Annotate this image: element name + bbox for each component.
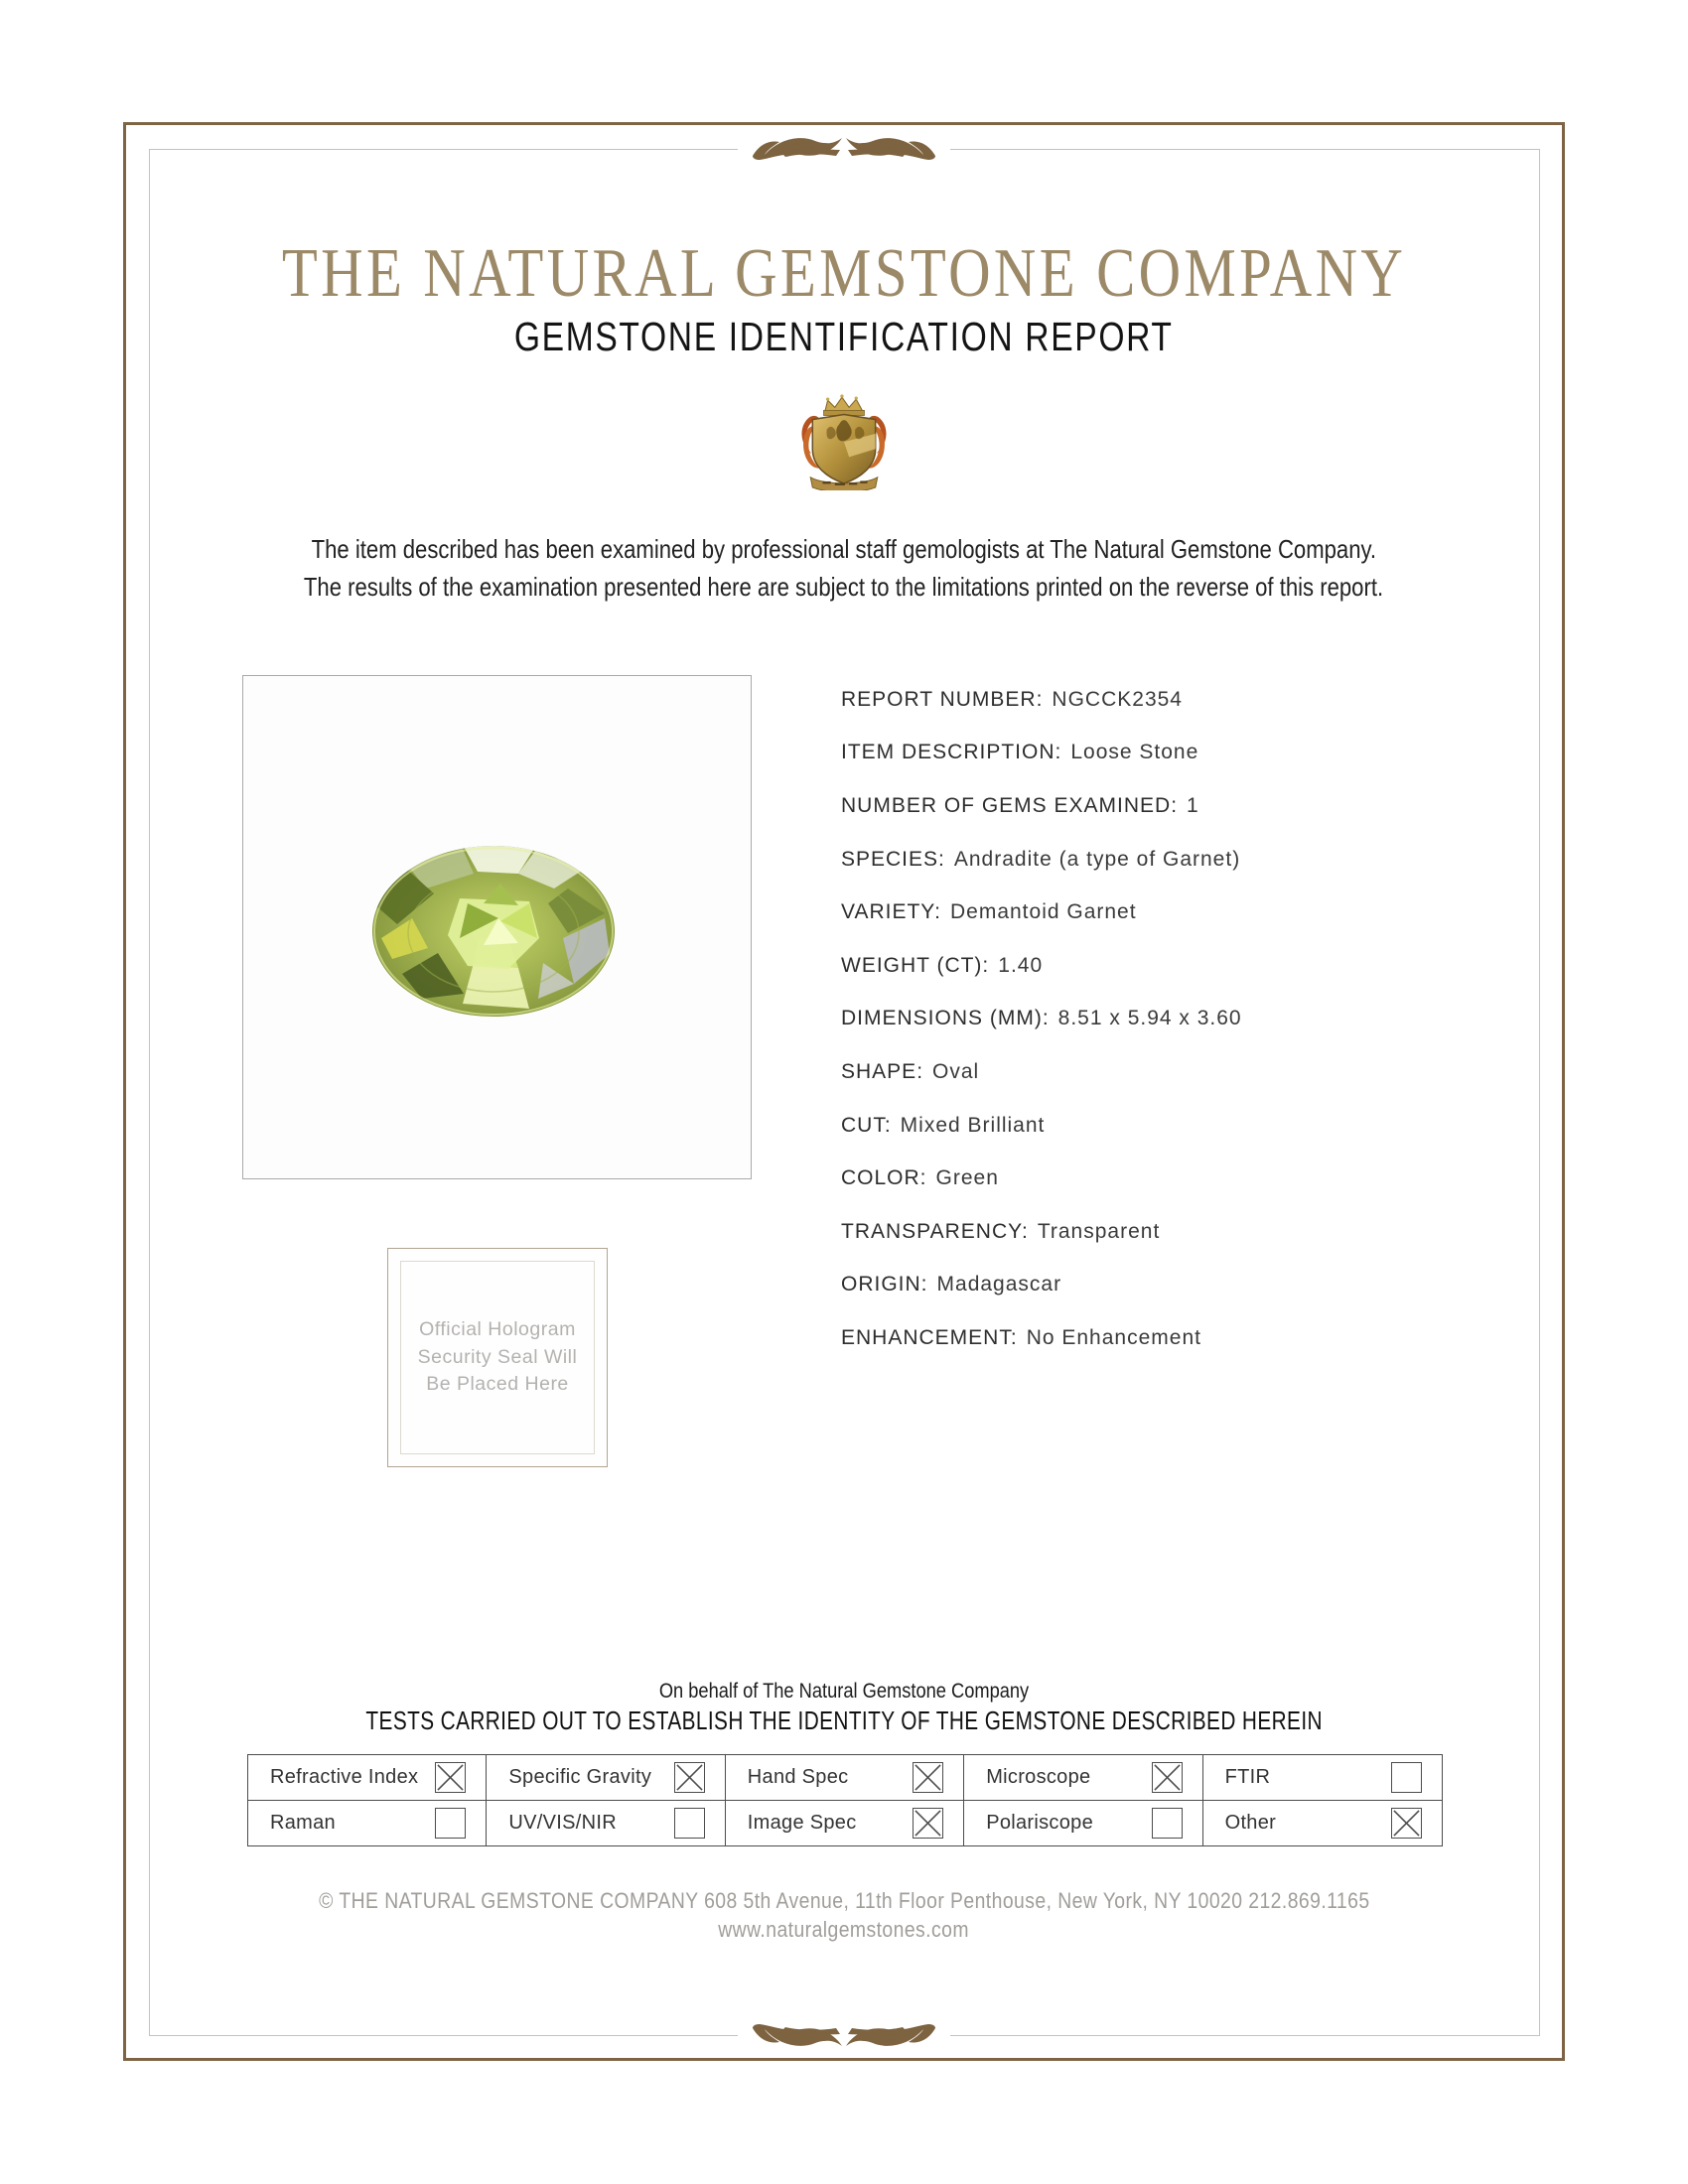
checkbox-ftir[interactable] bbox=[1391, 1762, 1422, 1793]
field-shape: SHAPE: Oval bbox=[841, 1059, 980, 1083]
checkbox-specific-gravity[interactable] bbox=[674, 1762, 705, 1793]
test-polariscope: Polariscope bbox=[964, 1801, 1202, 1846]
field-enhancement: ENHANCEMENT: No Enhancement bbox=[841, 1325, 1201, 1349]
bottom-flourish-ornament-icon bbox=[738, 2013, 950, 2057]
field-color: COLOR: Green bbox=[841, 1166, 999, 1190]
checkbox-hand-spec[interactable] bbox=[913, 1762, 943, 1793]
checkbox-other[interactable] bbox=[1391, 1808, 1422, 1839]
intro-paragraph: The item described has been examined by professional staff gemologists at The Natural Gemstone Company. The results of the examination presented here are subject to the limitations printed on the reverse of this report. bbox=[304, 534, 1384, 602]
test-specific-gravity: Specific Gravity bbox=[487, 1755, 725, 1801]
field-weight: WEIGHT (CT): 1.40 bbox=[841, 953, 1044, 977]
checkbox-polariscope[interactable] bbox=[1152, 1808, 1183, 1839]
checkbox-uv-vis-nir[interactable] bbox=[674, 1808, 705, 1839]
field-report-number: REPORT NUMBER: NGCCK2354 bbox=[841, 687, 1183, 711]
field-cut: CUT: Mixed Brilliant bbox=[841, 1113, 1046, 1137]
page-title bbox=[0, 234, 1688, 314]
test-microscope: Microscope bbox=[964, 1755, 1202, 1801]
test-ftir: FTIR bbox=[1203, 1755, 1442, 1801]
checkbox-microscope[interactable] bbox=[1152, 1762, 1183, 1793]
hologram-placeholder-text: Official Hologram Security Seal Will Be Placed Here bbox=[400, 1261, 595, 1454]
report-fields bbox=[841, 673, 1242, 1365]
test-raman: Raman bbox=[248, 1801, 487, 1846]
test-other: Other bbox=[1203, 1801, 1442, 1846]
field-species: SPECIES: Andradite (a type of Garnet) bbox=[841, 847, 1241, 871]
hologram-seal-placeholder bbox=[387, 1248, 608, 1467]
report-subtitle: GEMSTONE IDENTIFICATION REPORT bbox=[514, 314, 1174, 359]
top-flourish-ornament-icon bbox=[738, 127, 950, 171]
test-uv-vis-nir: UV/VIS/NIR bbox=[487, 1801, 725, 1846]
footer-website-link[interactable]: www.naturalgemstones.com bbox=[718, 1917, 970, 1942]
footer-address: © THE NATURAL GEMSTONE COMPANY 608 5th Avenue, 11th Floor Penthouse, New York, NY 10020 212.869.1165 bbox=[318, 1888, 1370, 1913]
field-item-description: ITEM DESCRIPTION: Loose Stone bbox=[841, 741, 1199, 764]
checkbox-refractive-index[interactable] bbox=[435, 1762, 466, 1793]
gemstone-image bbox=[368, 843, 619, 1020]
field-number-of-gems: NUMBER OF GEMS EXAMINED: 1 bbox=[841, 793, 1199, 817]
field-dimensions: DIMENSIONS (MM): 8.51 x 5.94 x 3.60 bbox=[841, 1007, 1242, 1030]
tests-heading: TESTS CARRIED OUT TO ESTABLISH THE IDENTITY OF THE GEMSTONE DESCRIBED HEREIN bbox=[365, 1706, 1323, 1735]
field-transparency: TRANSPARENCY: Transparent bbox=[841, 1219, 1161, 1243]
checkbox-image-spec[interactable] bbox=[913, 1808, 943, 1839]
checkbox-raman[interactable] bbox=[435, 1808, 466, 1839]
on-behalf-text: On behalf of The Natural Gemstone Company bbox=[658, 1680, 1030, 1703]
field-origin: ORIGIN: Madagascar bbox=[841, 1273, 1062, 1297]
test-hand-spec: Hand Spec bbox=[726, 1755, 964, 1801]
test-image-spec: Image Spec bbox=[726, 1801, 964, 1846]
tests-table bbox=[247, 1754, 1443, 1846]
gemstone-photo bbox=[242, 675, 752, 1179]
test-refractive-index: Refractive Index bbox=[248, 1755, 487, 1801]
company-crest-icon bbox=[798, 393, 890, 490]
field-variety: VARIETY: Demantoid Garnet bbox=[841, 900, 1137, 924]
company-name: THE NATURAL GEMSTONE COMPANY bbox=[281, 235, 1407, 312]
